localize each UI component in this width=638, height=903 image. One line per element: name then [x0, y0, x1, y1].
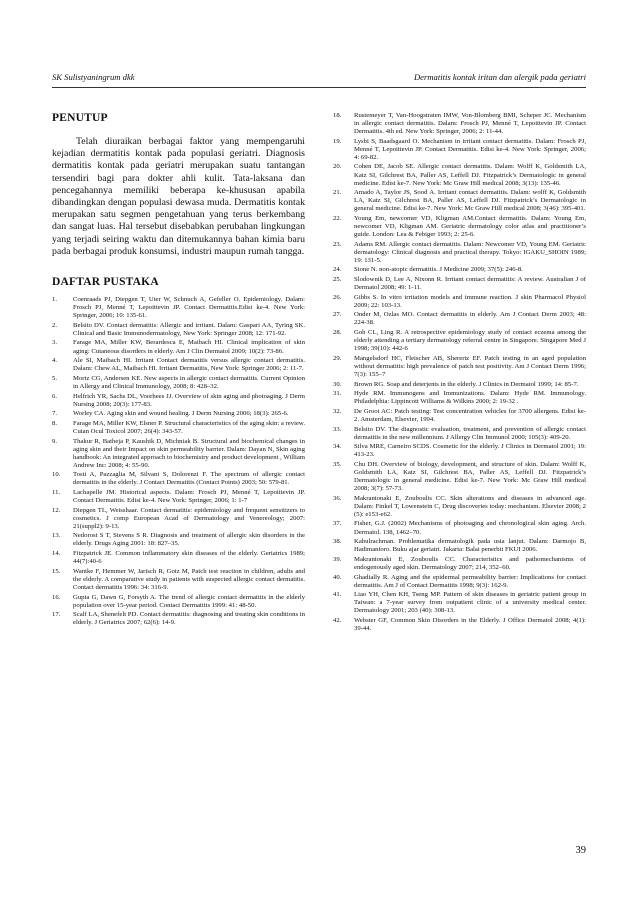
reference-text: Brown RG. Soap and deterjents in the elderly. J Clinics in Dermatol 1999; 14: 85-7. — [354, 380, 579, 388]
reference-number: 11. — [52, 489, 61, 496]
reference-text: Cohen DE, Jacob SE. Allergic contact dermatitis. Dalam: Wolff K, Goldsmith LA, Katz SI, Gilchrest BA, Paller AS, Leffell DJ. Fitzpatrick’s Dermatologic in general medicine. Edisi ke-7. New York: Mc Graw Hill medical 2008; 3(13): 135-46. — [354, 163, 586, 187]
reference-item — [333, 138, 586, 162]
reference-item — [333, 591, 586, 615]
reference-number: 28. — [333, 329, 342, 337]
reference-number: 3. — [52, 339, 58, 347]
reference-number: 18. — [333, 112, 342, 119]
reference-number: 24. — [333, 266, 342, 274]
reference-number: 10. — [52, 471, 61, 479]
reference-item — [52, 507, 305, 531]
reference-text: Fisher, G.J. (2002) Mechanisms of photoaging and chronological skin aging. Arch. Dermatol. 138, 1462–70. — [354, 520, 586, 536]
reference-text: Diepgen TL, Weisshaar. Contact dermatitis: epidemiology and frequent sensitizers to cosmetics. J comp European Acad of Dermatology and Venereology; 2007: 21(suppl2): 9-13. — [73, 506, 305, 530]
reference-number: 34. — [333, 443, 342, 451]
reference-text: Slodownik D, Lee A, Nixonn R. Irritant contact dermatitis: A review. Australian J of Dermatol 2008; 49: 1-11. — [354, 276, 586, 292]
reference-number: 13. — [52, 532, 61, 540]
reference-list-left — [52, 296, 305, 627]
reference-item — [333, 294, 586, 310]
reference-item — [333, 112, 586, 136]
reference-number: 29. — [333, 354, 342, 362]
penutup-paragraph: Telah diuraikan berbagai faktor yang mempengaruhi kejadian dermatitis kontak pada populasi geriatri. Diagnosis dermatitis kontak pada geriatri merupakan suatu tantangan tersendiri bagi para dokter ahli kulit. Tata-laksana dan pencegahannya memiliki beberapa ke-khususan apabila dibandingkan dengan populasi dewasa muda. Dermatitis kontak merupakan satu segmen pengetahuan yang terus berkembang dan sangat luas. Hal tersebut disebabkan perubahan lingkungan yang terjadi seiring waktu dan ditemukannya bahan kimia baru pada berbagai produk konsumsi, industri maupun rumah tangga. — [52, 136, 305, 257]
reference-text: Kabulrachman. Problematika dermatologik pada usia lanjut. Dalam: Darmojo B, Hadimantoro. Buku ajar geriatri. Jakarta: Balai penerbit FKUI 2006. — [354, 538, 586, 554]
reference-number: 30. — [333, 380, 342, 388]
reference-item — [52, 296, 305, 320]
reference-number: 9. — [52, 437, 58, 445]
reference-text: Amado A, Taylor JS, Sood A. Irritant contact dermatitis. Dalam: wolff K, Goldsmith LA, Katz SI, Gilchrest BA, Paller AS, Leffell DJ. Fitzpatrick’s Dermatologic in general medicine. Edisi ke-7. New York: Mc Graw Hill medical 2008; 3(46): 395-401. — [354, 189, 586, 213]
reference-number: 39. — [333, 555, 342, 563]
reference-text: Belsito DV. Contact dermatitis: Allergic and irritant. Dalam: Gaspari AA, Tyring SK. Clinical and Basic Immunodermatology, New York: Springer 2008; 12: 171-92. — [73, 321, 305, 337]
reference-item — [333, 495, 586, 519]
reference-text: Hyde RM. Immunogens and Immunizations. Dalam: Hyde RM. Immunology. Philadelphia: Lippincott Williams & Wilkins 2000; 2: 19-32 . — [354, 390, 586, 406]
reference-number: 27. — [333, 311, 342, 319]
reference-number: 16. — [52, 593, 61, 601]
reference-list-right — [333, 112, 586, 633]
reference-item — [333, 381, 586, 389]
reference-text: Mortz CG, Andersen KE. New aspects in allergic contact dermatitis. Current Opinion in Allergy and Clinical Immunology, 2008; 8: 428–32. — [73, 374, 305, 390]
reference-number: 6. — [52, 392, 58, 400]
reference-item — [52, 375, 305, 391]
reference-item — [52, 568, 305, 592]
reference-text: Stone N. non-atopic dermatitis. J Medicine 2009; 37(5): 246-8. — [354, 266, 523, 274]
reference-number: 25. — [333, 276, 342, 284]
reference-item — [333, 574, 586, 590]
reference-text: Mangelsdorf HC, Fleischer AB, Sherertz EF. Patch testing in an aged population without dermatitis: high prevalence of patch test positivity. Am J Contact Derm 1996; 7(3): 155–7 — [354, 354, 586, 378]
reference-text: Silva MRE, Carneiro SCDS. Cosmetic for the elderly. J Clinics in Dermatol 2001; 19: 413-23. — [354, 443, 586, 459]
reference-item — [52, 438, 305, 470]
reference-number: 15. — [52, 567, 61, 575]
reference-number: 31. — [333, 390, 342, 398]
reference-number: 23. — [333, 240, 342, 248]
reference-number: 40. — [333, 573, 342, 581]
reference-number: 36. — [333, 494, 342, 502]
reference-text: Farage MA, Miller KW, Elsner P. Structural characteristics of the aging skin: a review. Cutan Ocul Toxicol 2007; 26(4): 343-57. — [73, 419, 305, 435]
reference-text: Ghadially R. Aging and the epidermal permeability barrier: Implications for contact dermatitis. Am J of Contact Dermatitis 1998; 9(3): 162-9. — [354, 573, 586, 589]
reference-number: 22. — [333, 214, 342, 222]
reference-number: 2. — [52, 321, 58, 329]
reference-item — [333, 443, 586, 459]
reference-number: 32. — [333, 407, 342, 415]
reference-item — [333, 215, 586, 239]
reference-item — [333, 520, 586, 536]
reference-number: 8. — [52, 419, 58, 427]
reference-item — [52, 611, 305, 627]
reference-number: 37. — [333, 520, 342, 528]
reference-number: 1. — [52, 296, 58, 304]
reference-item — [333, 189, 586, 213]
reference-number: 33. — [333, 425, 342, 433]
header-rule — [52, 87, 586, 88]
reference-text: Chu DH. Overview of biology, development, and structure of skin. Dalam: Wolff K, Goldsmith LA, Katz SI, Gilchrest BA, Paller AS, Leffell DJ. Fitzpatrick’s Dermatologic in general medicine. Edisi ke-7. New York: Mc Graw Hill medical 2008; 3(7): 57-73. — [354, 460, 586, 493]
reference-number: 7. — [52, 410, 58, 418]
reference-item — [333, 355, 586, 379]
left-column — [52, 112, 305, 629]
reference-item — [333, 556, 586, 572]
reference-item — [333, 266, 586, 274]
reference-number: 14. — [52, 550, 61, 558]
reference-number: 19. — [333, 137, 342, 145]
reference-text: Belsito DV. The diagnostic evaluation, treatment, and prevention of allergic contact dermatitis in the new millennium. J Allergy Clin Immunol 2000; 105(3): 409-20. — [354, 425, 586, 441]
reference-text: Wantke F, Hemmer W, Jarisch R, Gotz M, Patch test reaction in children, adults and the elderly. A comparative study in patients with suspected allergic contact dermatitis. Contact dermatitis 1996: 34: 316-9. — [73, 567, 305, 591]
reference-number: 38. — [333, 538, 342, 546]
reference-text: Lachapelle JM. Historical aspects. Dalam: Frosch PJ, Menné T, Lepoittevin JP. Contact Dermatitis. Edisi ke-4. New York: Springer, 2006; 1: 1-7 — [73, 489, 305, 505]
reference-item — [52, 357, 305, 373]
reference-text: Coenraads PJ, Diepgen T, Uter W, Schnuch A, Gefeller O. Epidemiology. Dalam: Frosch PJ, Menné T, Lepoittevin JP. Contact Dermatitis.Edisi ke-4. New York: Springer, 2006; 10: 135-61. — [73, 296, 305, 320]
reference-text: Ale SI, Maibach HI. Irritant Contact dermatitis versus allergic contact dermatitis. Dalam: Chew AL, Maibach HI. Irritant Dermatitis, New York: Springer 2006; 2: 11-7. — [73, 357, 305, 373]
reference-text: Onder M, Ozlas MO. Contact dermatitis in elderly. Am J Contact Derm 2003; 48: 224-38. — [354, 311, 586, 327]
reference-text: Webster GF, Common Skin Disorders in the Elderly. J Office Dermatol 2008; 4(1): 39-44. — [354, 616, 586, 633]
reference-text: Fitzpatrick JE. Common inflammatory skin diseases of the elderly. Geriatrics 1989; 44(7):40-6 — [73, 550, 305, 566]
reference-number: 41. — [333, 591, 342, 599]
header-authors: SK Sulistyaningrum dkk — [52, 72, 135, 82]
reference-text: Farage MA, Miller KW, Berardesca E, Maibach HI. Clinical implication of skin aging: Cutaneous disorders in elderly. Am J Clin Dermatol 2009; 10(2): 73-86. — [73, 339, 305, 355]
reference-item — [52, 322, 305, 338]
reference-text: Scalf LA, Shenefelt PD. Contact dermatitis: diagnosing and treating skin conditions in elderly. J Geriatrics 2007; 62(6): 14-9. — [73, 611, 305, 627]
reference-text: Nedorost S T, Stevens S R. Diagnosis and treatment of allergic skin disorders in the elderly. Drugs Aging 2001: 18: 827–35. — [73, 532, 305, 548]
reference-item — [333, 329, 586, 353]
page-number: 39 — [575, 845, 586, 856]
reference-text: Thakur R, Batheja P, Kaushik D, Michniak B. Structural and biochemical changes in aging skin and their Impact on skin permeability barrier. Dalam: Dayan N, Skin aging handbook: An integrated approach to biochemistry and product development , William Andrew Inc: 2008; 4: 55-90. — [73, 437, 305, 469]
reference-text: Worley CA. Aging skin and wound healing. J Derm Nursing 2006; 18(3): 265-6. — [73, 410, 289, 418]
reference-item — [333, 390, 586, 406]
reference-text: Goh CL, Ling R. A retrospective epidemiology study of contact eczema among the elderly attending a tertiary dermatology referral centre in Singapore. Singapore Med J 1998; 39(10): 442-6 — [354, 329, 586, 353]
reference-text: Gupta G, Dawn G, Forsyth A. The trend of allergic contact dermatitis in the elderly population over 15-year period. Contact Dermatitis 1999: 41: 48-50. — [73, 593, 305, 609]
reference-text: Liao YH, Chen KH, Tseng MP. Pattern of skin diseases in geriatric patient group in Taiwan: a 7-year survey from outpatient clinic of a university medical center. Dermatology 2001; 203 (40): 308-13. — [354, 591, 586, 615]
reference-item — [52, 471, 305, 487]
reference-number: 5. — [52, 374, 58, 382]
reference-number: 21. — [333, 189, 342, 197]
reference-item — [52, 420, 305, 436]
reference-text: Rustemeyer T, Van-Hoogstraten IMW, Von-Blomberg BMI, Scheper JC. Mechanism in allergic contact dermatitis. Dalam: Frosch PJ, Menné T, Lepoittevin JP. Contact Dermatitis. 4th ed. New York: Springer, 2006; 2: 11-44. — [354, 112, 586, 136]
reference-text: Adams RM. Allergic contact dermatitis. Dalam: Newcomer VD, Young EM. Geriatric dermatology: Clinical diagnosis and practical therapy. Tokyo: IGAKU_SHOIN 1989; 19: 131-5. — [354, 240, 586, 264]
reference-item — [52, 410, 305, 418]
reference-item — [333, 617, 586, 633]
reference-number: 4. — [52, 357, 58, 365]
reference-item — [52, 489, 305, 505]
reference-text: Makrantonaki E, Zouboulis CC. Characteristics and pathomechanisms of endogenously aged skin. Dermatology 2007; 214, 352–60. — [354, 555, 586, 571]
running-header — [52, 72, 586, 86]
reference-number: 20. — [333, 163, 342, 171]
reference-text: De Groot AC: Patch testing: Test concentration vehicles for 3700 allergens. Edisi ke-2. Amsterdam, Elsevier, 1994. — [354, 407, 586, 423]
reference-item — [52, 594, 305, 610]
reference-text: Helfrich YR, Sachs DL, Voorhees JJ. Overview of skin aging and photoaging. J Derm Nursing 2008; 20(3): 177-83. — [73, 392, 305, 408]
reference-text: Young Em, newcomer VD, Kligman AM.Contact dermatitis. Dalam: Young Em, newcomer VD, Kligman AM. Geriatric dermatology color atlas and practitioner’s guide. London: Lea & Febiger 1993; 2: 25-6. — [354, 214, 586, 239]
reference-item — [52, 550, 305, 566]
reference-item — [333, 163, 586, 187]
header-title: Dermatitis kontak iritan dan alergik pada geriatri — [413, 72, 586, 82]
right-column — [333, 112, 586, 635]
reference-text: Makrantonaki E, Zouboulis CC. Skin alterations and diseases in advanced age. Dalam: Finkel T, Lowenstein C, Drug discoveries today: mechanism. Elsevier 2008; 2 (5): e153-e62. — [354, 494, 586, 518]
reference-number: 17. — [52, 611, 61, 619]
reference-item — [333, 276, 586, 292]
reference-item — [333, 241, 586, 265]
reference-text: Lysbi S, Baadsgaard O. Mechanism in irritant contact dermatitis. Dalam: Frosch PJ, Menné T, Lepoittevin JP. Contact Dermatitis. Edisi ke-4. New York: Springer, 2006; 4: 69-82. — [354, 137, 586, 161]
reference-number: 26. — [333, 293, 342, 301]
reference-number: 12. — [52, 506, 61, 514]
penutup-heading: PENUTUP — [52, 112, 108, 124]
reference-number: 35. — [333, 460, 342, 468]
reference-text: Tosti A, Pazzaglia M, Silvani S, Dolorenzi F. The spectrum of allergic contact dermatitis in the elderly. J Contact Dermatitis (Contact Points) 2003; 50: 579-81. — [73, 471, 305, 487]
daftar-pustaka-heading: DAFTAR PUSTAKA — [52, 276, 159, 289]
reference-item — [333, 461, 586, 493]
reference-number: 42. — [333, 616, 342, 624]
reference-item — [52, 339, 305, 355]
reference-item — [333, 408, 586, 424]
reference-item — [333, 311, 586, 327]
reference-item — [52, 532, 305, 548]
reference-text: Gibbs S. In vitro irritation models and immune reaction. J skin Pharmacol Physiol 2009; 22: 103-13. — [354, 293, 586, 309]
reference-item — [52, 393, 305, 409]
reference-item — [333, 426, 586, 442]
reference-item — [333, 538, 586, 554]
